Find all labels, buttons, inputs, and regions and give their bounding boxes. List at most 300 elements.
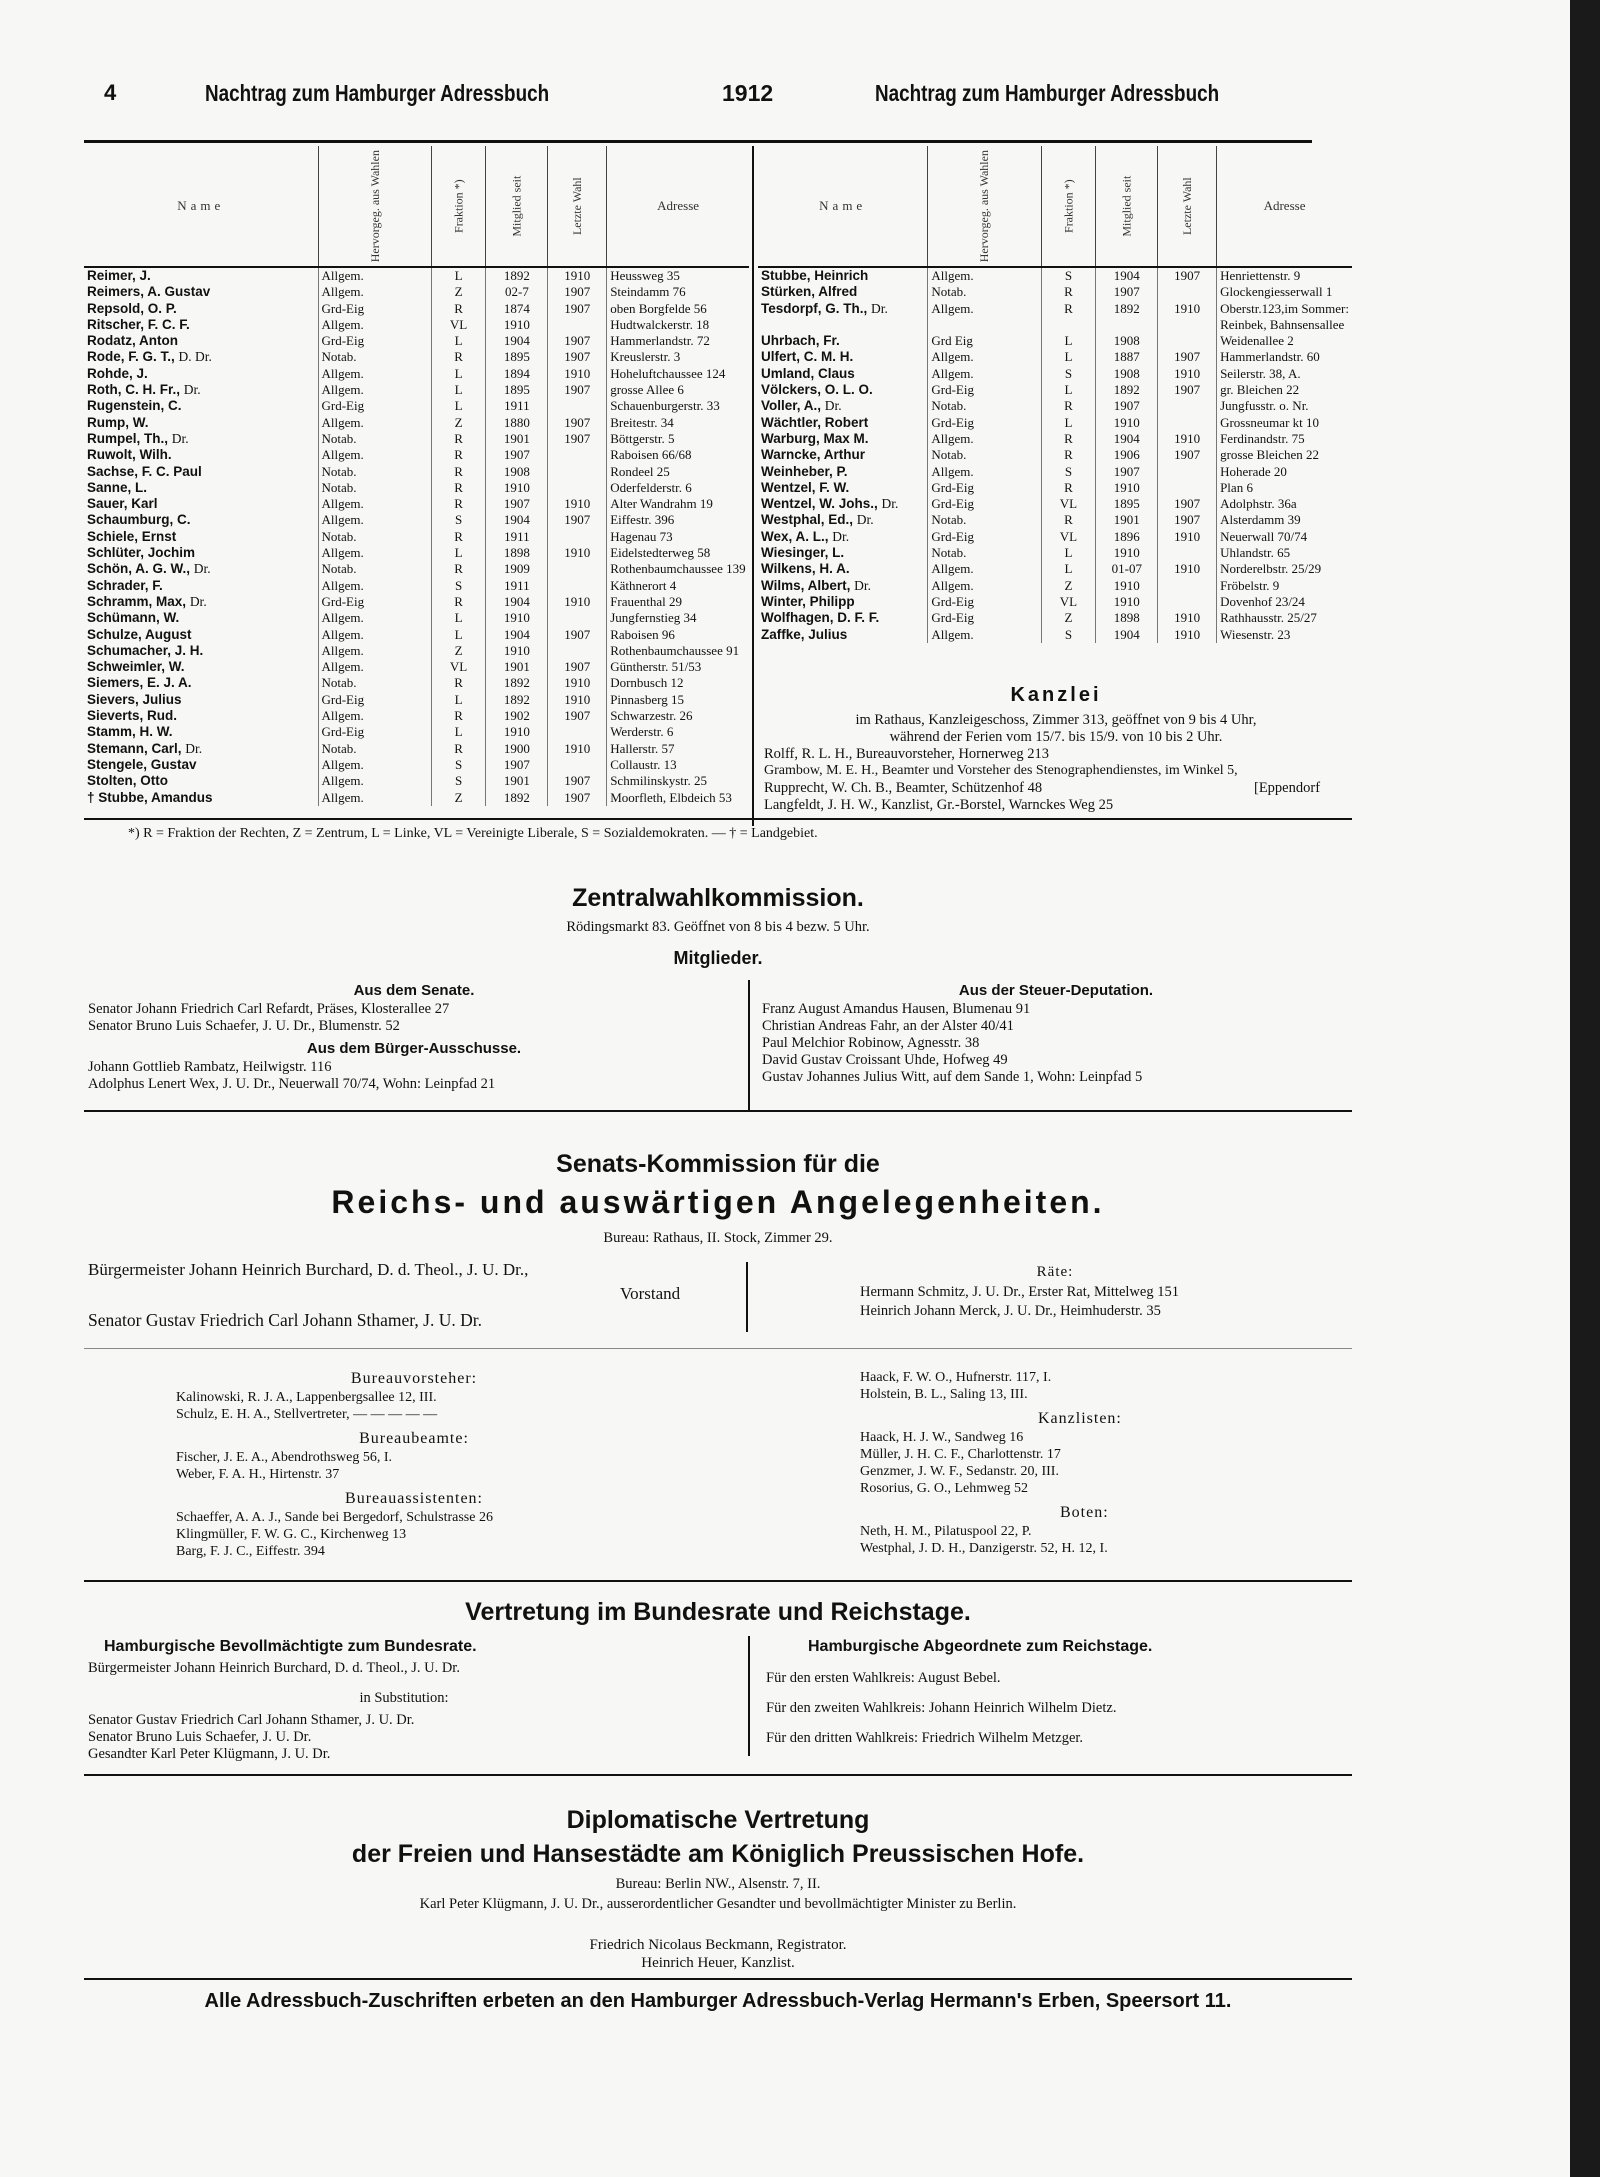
member-name-text: Schön, A. G. W., — [87, 561, 191, 577]
member-title: D. Dr. — [178, 349, 212, 365]
table-row — [84, 594, 749, 610]
column-divider — [752, 146, 754, 826]
member-name — [84, 284, 318, 300]
col-name-r-label: Name — [819, 197, 867, 213]
member-name-text: Winter, Philipp — [761, 593, 855, 609]
member-seit: 1901 — [486, 659, 548, 675]
member-fraktion: VL — [1041, 529, 1096, 545]
member-name-text: Rump, W. — [87, 414, 149, 430]
member-name-text: Siemers, E. J. A. — [87, 675, 192, 691]
member-name-text: Warburg, Max M. — [761, 430, 869, 446]
table-row — [758, 512, 1352, 528]
vertretung-title: Vertretung im Bundesrate und Reichstage. — [465, 1598, 971, 1626]
member-wahl: Allgem. — [318, 773, 431, 789]
table-row — [758, 415, 1352, 431]
kanzlei-holiday: während der Ferien vom 15/7. bis 15/9. von 10 bis 2 Uhr. — [889, 729, 1223, 745]
member-letzte-wahl — [548, 610, 607, 626]
member-fraktion: R — [431, 349, 486, 365]
member-name-text: Wentzel, F. W. — [761, 479, 850, 495]
member-seit: 1910 — [486, 480, 548, 496]
member-fraktion: L — [1041, 333, 1096, 349]
member-wahl: Allgem. — [928, 627, 1041, 643]
table-row — [758, 333, 1352, 349]
member-letzte-wahl: 1907 — [1158, 267, 1217, 284]
raete-heading: Räte: — [1036, 1264, 1074, 1280]
member-fraktion: Z — [431, 643, 486, 659]
member-name — [84, 267, 318, 284]
member-name-text: Schlüter, Jochim — [87, 545, 196, 561]
member-adresse: Pinnasberg 15 — [607, 692, 749, 708]
member-adresse: Böttgerstr. 5 — [607, 431, 749, 447]
member-seit: 1911 — [486, 578, 548, 594]
table-row — [84, 333, 749, 349]
member-adresse: Rondeel 25 — [607, 464, 749, 480]
member-letzte-wahl: 1907 — [1158, 349, 1217, 365]
bundesrat-member-4: Gesandter Karl Peter Klügmann, J. U. Dr. — [88, 1746, 331, 1762]
bundesrat-member-3: Senator Bruno Luis Schaefer, J. U. Dr. — [88, 1729, 312, 1745]
member-wahl: Grd-Eig — [928, 529, 1041, 545]
member-name-text: Schweimler, W. — [87, 659, 185, 675]
member-adresse: Eiffestr. 396 — [607, 512, 749, 528]
member-name — [84, 708, 318, 724]
senats-bureau: Bureau: Rathaus, II. Stock, Zimmer 29. — [603, 1230, 833, 1246]
member-adresse: Neuerwall 70/74 — [1217, 529, 1352, 545]
member-name — [758, 349, 928, 365]
member-wahl: Allgem. — [318, 512, 431, 528]
member-name — [84, 317, 318, 333]
member-letzte-wahl: 1907 — [548, 382, 607, 398]
member-name — [84, 301, 318, 317]
header-year: 1912 — [722, 80, 774, 106]
member-letzte-wahl — [1158, 578, 1217, 594]
registratur-1: Haack, F. W. O., Hufnerstr. 117, I. — [860, 1370, 1052, 1385]
member-name-text: Stengele, Gustav — [87, 756, 197, 772]
member-wahl: Notab. — [318, 741, 431, 757]
member-fraktion: L — [1041, 349, 1096, 365]
member-adresse: Moorfleth, Elbdeich 53 — [607, 790, 749, 806]
member-fraktion: L — [431, 366, 486, 382]
member-name-text: Völckers, O. L. O. — [761, 382, 873, 398]
member-seit: 1904 — [486, 512, 548, 528]
bureauvorsteher-2: Schulz, E. H. A., Stellvertreter, — — — — — — [176, 1407, 438, 1422]
member-name-text: Wolfhagen, D. F. F. — [761, 610, 880, 626]
member-wahl: Grd-Eig — [318, 301, 431, 317]
member-seit: 1906 — [1096, 447, 1158, 463]
member-fraktion: Z — [1041, 610, 1096, 626]
member-letzte-wahl: 1907 — [548, 627, 607, 643]
member-wahl: Grd Eig — [928, 333, 1041, 349]
member-name-text: Sievers, Julius — [87, 691, 182, 707]
member-fraktion: S — [431, 773, 486, 789]
member-seit: 1907 — [1096, 284, 1158, 300]
member-fraktion: R — [431, 464, 486, 480]
col-seit-r-label: Mitglied seit — [1119, 175, 1134, 237]
member-seit: 1902 — [486, 708, 548, 724]
member-seit: 1892 — [486, 675, 548, 691]
member-letzte-wahl: 1910 — [1158, 366, 1217, 382]
members-table-right — [758, 146, 1352, 643]
member-adresse: Dornbusch 12 — [607, 675, 749, 691]
member-adresse: Breitestr. 34 — [607, 415, 749, 431]
vertretung-bottom-rule — [84, 1774, 1352, 1776]
kanzlei-rupprecht: Rupprecht, W. Ch. B., Beamter, Schützenhof 48 — [764, 780, 1043, 796]
member-adresse: grosse Allee 6 — [607, 382, 749, 398]
member-fraktion: R — [1041, 301, 1096, 317]
member-adresse: Oderfelderstr. 6 — [607, 480, 749, 496]
senat-member-2: Senator Bruno Luis Schaefer, J. U. Dr., Blumenstr. 52 — [88, 1018, 400, 1034]
diplo-registrator: Friedrich Nicolaus Beckmann, Registrator. — [589, 1937, 847, 1953]
member-fraktion: L — [431, 267, 486, 284]
member-fraktion: S — [1041, 267, 1096, 284]
member-seit: 1894 — [486, 366, 548, 382]
member-name — [84, 757, 318, 773]
table-row — [758, 431, 1352, 447]
member-seit: 02-7 — [486, 284, 548, 300]
member-name — [84, 512, 318, 528]
member-letzte-wahl — [548, 724, 607, 740]
col-fraktion-r — [1041, 146, 1096, 267]
member-letzte-wahl — [548, 447, 607, 463]
member-letzte-wahl: 1907 — [548, 349, 607, 365]
reichstag-member-3: Für den dritten Wahlkreis: Friedrich Wilhelm Metzger. — [766, 1730, 1084, 1746]
member-fraktion: S — [1041, 366, 1096, 382]
bureauvorsteher-heading: Bureauvorsteher: — [350, 1370, 478, 1387]
member-letzte-wahl: 1907 — [1158, 382, 1217, 398]
member-wahl: Allgem. — [318, 545, 431, 561]
member-name-text: Schramm, Max, — [87, 593, 187, 609]
table-row — [758, 267, 1352, 284]
member-name-text: Schiele, Ernst — [87, 528, 177, 544]
member-seit: 1892 — [486, 692, 548, 708]
steuer-member-5: Gustav Johannes Julius Witt, auf dem Sande 1, Wohn: Leinpfad 5 — [762, 1069, 1143, 1085]
member-adresse: Hudtwalckerstr. 18 — [607, 317, 749, 333]
col-letzte-r-label: Letzte Wahl — [1180, 177, 1195, 235]
member-name — [758, 610, 928, 626]
member-seit: 1904 — [1096, 431, 1158, 447]
zentral-address: Rödingsmarkt 83. Geöffnet von 8 bis 4 bezw. 5 Uhr. — [566, 919, 870, 935]
member-fraktion: R — [431, 431, 486, 447]
member-adresse: Adolphstr. 36a — [1217, 496, 1352, 512]
member-name — [84, 447, 318, 463]
member-fraktion: R — [1041, 447, 1096, 463]
member-adresse: Jungfusstr. o. Nr. — [1217, 398, 1352, 414]
member-name-text: Umland, Claus — [761, 365, 855, 381]
member-wahl: Notab. — [318, 561, 431, 577]
member-name — [758, 382, 928, 398]
member-letzte-wahl: 1910 — [548, 741, 607, 757]
member-seit: 1904 — [486, 594, 548, 610]
member-adresse: Collaustr. 13 — [607, 757, 749, 773]
member-wahl: Grd-Eig — [928, 594, 1041, 610]
table-row — [84, 301, 749, 317]
footer-notice: Alle Adressbuch-Zuschriften erbeten an den Hamburger Adressbuch-Verlag Hermann's Erben, Speersort 11. — [204, 1990, 1232, 2012]
member-seit: 1892 — [1096, 382, 1158, 398]
member-seit: 1907 — [486, 757, 548, 773]
member-name — [84, 349, 318, 365]
member-wahl: Notab. — [318, 480, 431, 496]
member-wahl: Allgem. — [928, 578, 1041, 594]
member-adresse: Hagenau 73 — [607, 529, 749, 545]
member-name — [758, 398, 928, 414]
kanzlei-eppendorf: [Eppendorf — [1254, 780, 1321, 796]
member-adresse: gr. Bleichen 22 — [1217, 382, 1352, 398]
rat-2: Heinrich Johann Merck, J. U. Dr., Heimhuderstr. 35 — [860, 1303, 1161, 1319]
members-table-left — [84, 146, 749, 806]
member-seit: 1910 — [1096, 545, 1158, 561]
member-name-text: † Stubbe, Amandus — [87, 789, 213, 805]
member-wahl: Notab. — [318, 675, 431, 691]
member-fraktion: R — [431, 301, 486, 317]
table-row — [84, 464, 749, 480]
member-adresse: Wiesenstr. 23 — [1217, 627, 1352, 643]
member-fraktion: Z — [431, 790, 486, 806]
member-adresse: Reinbek, Bahnsensallee — [1217, 317, 1352, 333]
member-name — [84, 333, 318, 349]
header-right-title: Nachtrag zum Hamburger Adressbuch — [875, 80, 1220, 106]
member-name-text: Rohde, J. — [87, 365, 148, 381]
member-fraktion: R — [431, 561, 486, 577]
member-fraktion: Z — [431, 284, 486, 300]
member-seit: 1910 — [486, 724, 548, 740]
member-wahl: Allgem. — [928, 464, 1041, 480]
member-fraktion: L — [431, 610, 486, 626]
member-name — [84, 790, 318, 806]
member-adresse: Uhlandstr. 65 — [1217, 545, 1352, 561]
member-fraktion: R — [1041, 512, 1096, 528]
col-name — [84, 146, 318, 267]
member-fraktion: L — [431, 692, 486, 708]
bureauassistent-1: Schaeffer, A. A. J., Sande bei Bergedorf, Schulstrasse 26 — [176, 1510, 493, 1525]
kanzlei-rolff: Rolff, R. L. H., Bureauvorsteher, Hornerweg 213 — [764, 746, 1050, 762]
table-row — [758, 529, 1352, 545]
member-letzte-wahl: 1910 — [1158, 529, 1217, 545]
member-fraktion: L — [431, 545, 486, 561]
member-fraktion: R — [431, 708, 486, 724]
member-name — [84, 382, 318, 398]
member-fraktion: R — [431, 480, 486, 496]
member-adresse: Güntherstr. 51/53 — [607, 659, 749, 675]
diplo-title-1: Diplomatische Vertretung — [566, 1806, 870, 1834]
member-wahl: Allgem. — [318, 659, 431, 675]
member-name-text: Schümann, W. — [87, 610, 180, 626]
col-adresse-r — [1217, 146, 1352, 267]
member-fraktion: Z — [1041, 578, 1096, 594]
member-seit: 1880 — [486, 415, 548, 431]
bundesrat-heading: Hamburgische Bevollmächtigte zum Bundesrate. — [104, 1638, 477, 1655]
table-row — [758, 464, 1352, 480]
member-letzte-wahl: 1910 — [548, 594, 607, 610]
member-name-text: Weinheber, P. — [761, 463, 848, 479]
reichstag-heading: Hamburgische Abgeordnete zum Reichstage. — [808, 1638, 1153, 1655]
member-name-text: Wentzel, W. Johs., — [761, 496, 878, 512]
member-letzte-wahl: 1907 — [548, 431, 607, 447]
bureauvorsteher-1: Kalinowski, R. J. A., Lappenbergsallee 12, III. — [176, 1390, 437, 1405]
zentral-members-title: Mitglieder. — [673, 948, 763, 968]
bundesrat-member-1: Bürgermeister Johann Heinrich Burchard, D. d. Theol., J. U. Dr. — [88, 1660, 460, 1676]
member-name-text: Ruwolt, Wilh. — [87, 447, 172, 463]
member-name — [758, 627, 928, 643]
bureauassistenten-heading: Bureauassistenten: — [345, 1490, 483, 1507]
col-adresse — [607, 146, 749, 267]
member-wahl: Grd-Eig — [928, 480, 1041, 496]
member-name-text: Wächtler, Robert — [761, 414, 869, 430]
member-name-text: Voller, A., — [761, 398, 822, 414]
zentral-bottom-rule — [84, 1110, 1352, 1112]
member-name-text: Sauer, Karl — [87, 496, 158, 512]
member-letzte-wahl: 1910 — [548, 675, 607, 691]
reichstag-member-1: Für den ersten Wahlkreis: August Bebel. — [766, 1670, 1001, 1686]
member-letzte-wahl: 1910 — [1158, 627, 1217, 643]
member-letzte-wahl — [1158, 480, 1217, 496]
col-seit-label: Mitglied seit — [509, 175, 524, 237]
table-row — [84, 659, 749, 675]
member-name — [758, 284, 928, 300]
steuer-member-1: Franz August Amandus Hausen, Blumenau 91 — [762, 1001, 1031, 1017]
member-wahl: Allgem. — [318, 415, 431, 431]
member-adresse: Schauenburgerstr. 33 — [607, 398, 749, 414]
kanzlist-3: Genzmer, J. W. F., Sedanstr. 20, III. — [860, 1464, 1059, 1479]
table-row — [758, 284, 1352, 300]
member-seit: 1911 — [486, 529, 548, 545]
member-wahl: Allgem. — [318, 496, 431, 512]
table-row — [84, 512, 749, 528]
member-title: Dr. — [193, 561, 211, 577]
table-row — [84, 382, 749, 398]
table-row — [84, 741, 749, 757]
table-row — [84, 366, 749, 382]
member-name — [758, 415, 928, 431]
member-fraktion: L — [431, 382, 486, 398]
member-adresse: oben Borgfelde 56 — [607, 301, 749, 317]
col-wahl-r — [928, 146, 1041, 267]
member-seit: 1901 — [486, 773, 548, 789]
kanzlisten-heading: Kanzlisten: — [1038, 1410, 1122, 1427]
zentral-title: Zentralwahlkommission. — [572, 884, 864, 912]
member-fraktion: R — [431, 447, 486, 463]
table-row — [84, 724, 749, 740]
table-row — [84, 610, 749, 626]
member-adresse: Kreuslerstr. 3 — [607, 349, 749, 365]
table-row — [84, 790, 749, 806]
bureaubeamte-1: Fischer, J. E. A., Abendrothsweg 56, I. — [176, 1450, 393, 1465]
member-fraktion: R — [431, 741, 486, 757]
bundesrat-substitution: in Substitution: — [359, 1690, 449, 1706]
col-wahl-r-label: Hervorgeg. aus Wahlen — [977, 149, 992, 263]
member-fraktion: S — [1041, 627, 1096, 643]
member-wahl: Allgem. — [318, 284, 431, 300]
member-wahl: Notab. — [318, 529, 431, 545]
member-name-text: Schrader, F. — [87, 577, 163, 593]
member-name-text: Stubbe, Heinrich — [761, 268, 869, 283]
member-name-text: Zaffke, Julius — [761, 626, 848, 642]
table-row — [84, 561, 749, 577]
member-name — [758, 480, 928, 496]
member-wahl: Allgem. — [318, 790, 431, 806]
member-letzte-wahl — [1158, 464, 1217, 480]
senats-title-2: Reichs- und auswärtigen Angelegenheiten. — [331, 1184, 1105, 1220]
member-wahl: Allgem. — [318, 267, 431, 284]
member-name — [84, 578, 318, 594]
bureauassistent-3: Barg, F. J. C., Eiffestr. 394 — [176, 1544, 325, 1559]
member-seit: 1887 — [1096, 349, 1158, 365]
member-name — [84, 415, 318, 431]
member-wahl: Allgem. — [318, 627, 431, 643]
member-adresse: Seilerstr. 38, A. — [1217, 366, 1352, 382]
member-adresse: Glockengiesserwall 1 — [1217, 284, 1352, 300]
member-name — [758, 366, 928, 382]
senats-vorstand: Vorstand — [620, 1284, 681, 1303]
member-fraktion: VL — [1041, 594, 1096, 610]
member-letzte-wahl: 1910 — [548, 692, 607, 708]
member-seit: 1908 — [486, 464, 548, 480]
member-name — [758, 464, 928, 480]
member-letzte-wahl — [1158, 333, 1217, 349]
member-adresse: Hoherade 20 — [1217, 464, 1352, 480]
member-adresse: Käthnerort 4 — [607, 578, 749, 594]
col-seit — [486, 146, 548, 267]
member-seit: 1910 — [1096, 594, 1158, 610]
member-letzte-wahl: 1910 — [1158, 561, 1217, 577]
member-letzte-wahl: 1907 — [548, 773, 607, 789]
member-name-text: Tesdorpf, G. Th., — [761, 300, 868, 316]
diplo-bureau: Bureau: Berlin NW., Alsenstr. 7, II. — [615, 1876, 821, 1892]
member-wahl: Allgem. — [318, 382, 431, 398]
member-wahl: Allgem. — [318, 757, 431, 773]
member-name-text: Sanne, L. — [87, 479, 148, 495]
diplo-kanzlist: Heinrich Heuer, Kanzlist. — [641, 1955, 795, 1971]
member-seit: 1908 — [1096, 366, 1158, 382]
member-wahl: Grd-Eig — [928, 610, 1041, 626]
member-fraktion: L — [1041, 415, 1096, 431]
member-letzte-wahl: 1907 — [548, 301, 607, 317]
steuer-member-3: Paul Melchior Robinow, Agnesstr. 38 — [762, 1035, 980, 1051]
member-fraktion: L — [1041, 382, 1096, 398]
member-fraktion — [1041, 317, 1096, 333]
table-row — [84, 267, 749, 284]
member-name-text: Rodatz, Anton — [87, 333, 178, 349]
member-seit: 1898 — [486, 545, 548, 561]
member-fraktion: R — [431, 675, 486, 691]
kanzlist-1: Haack, H. J. W., Sandweg 16 — [860, 1430, 1024, 1445]
member-name — [84, 724, 318, 740]
member-seit: 1901 — [486, 431, 548, 447]
member-adresse: Hallerstr. 57 — [607, 741, 749, 757]
member-wahl: Notab. — [318, 349, 431, 365]
member-name — [758, 561, 928, 577]
col-letzte-label: Letzte Wahl — [570, 177, 585, 235]
member-fraktion: S — [431, 578, 486, 594]
member-adresse: Eidelstedterweg 58 — [607, 545, 749, 561]
member-fraktion: L — [431, 627, 486, 643]
member-name-text: Wilms, Albert, — [761, 577, 851, 593]
member-name — [84, 561, 318, 577]
table-row — [758, 561, 1352, 577]
member-name-text: Westphal, Ed., — [761, 512, 854, 528]
member-wahl: Grd-Eig — [318, 594, 431, 610]
member-wahl: Notab. — [928, 284, 1041, 300]
steuer-member-2: Christian Andreas Fahr, an der Alster 40/41 — [762, 1018, 1014, 1034]
member-name — [84, 398, 318, 414]
member-adresse: Raboisen 66/68 — [607, 447, 749, 463]
member-seit: 1904 — [486, 627, 548, 643]
table-row — [758, 398, 1352, 414]
member-letzte-wahl — [548, 529, 607, 545]
header-rule — [84, 140, 1312, 143]
member-name — [84, 529, 318, 545]
member-adresse: Steindamm 76 — [607, 284, 749, 300]
table-row — [84, 431, 749, 447]
member-title: Dr. — [824, 398, 842, 414]
